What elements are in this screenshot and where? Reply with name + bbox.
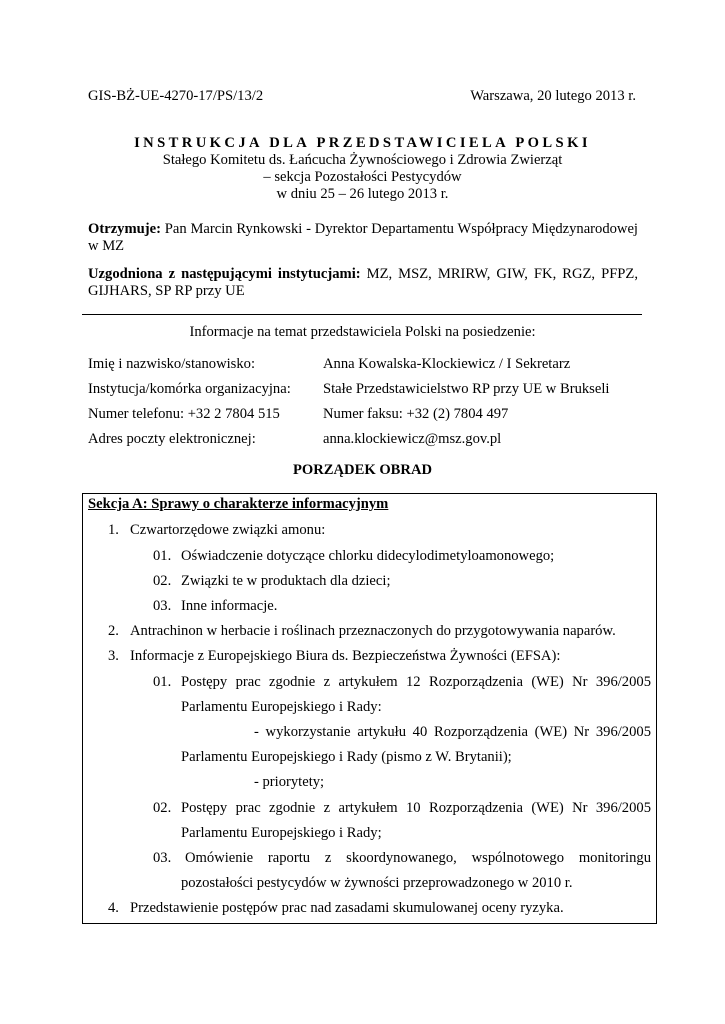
representative-heading: Informacje na temat przedstawiciela Polski na posiedzenie: bbox=[189, 324, 536, 340]
dash-item-text: - wykorzystanie artykułu 40 Rozporządzenia (WE) Nr 396/2005 bbox=[254, 724, 651, 740]
agreed-label: Uzgodniona z następującymi instytucjami: bbox=[88, 266, 361, 282]
document-date: Warszawa, 20 lutego 2013 r. bbox=[470, 88, 636, 104]
agreed-text: MZ, MSZ, MRIRW, GIW, FK, RGZ, PFPZ, GIJHARS, SP RP przy UE bbox=[88, 266, 638, 299]
sub-item-number: 03. bbox=[153, 850, 172, 866]
institution-label: Instytucja/komórka organizacyjna: bbox=[88, 381, 291, 397]
title-committee: Stałego Komitetu ds. Łańcucha Żywnościowego i Zdrowia Zwierząt bbox=[162, 152, 563, 168]
sub-item-text-continued: pozostałości pestycydów w żywności przeprowadzonego w 2010 r. bbox=[181, 875, 573, 891]
sub-item-text: Omówienie raportu z skoordynowanego, wspólnotowego monitoringu bbox=[185, 850, 651, 866]
fax-number: Numer faksu: +32 (2) 7804 497 bbox=[323, 406, 509, 422]
agenda-heading: PORZĄDEK OBRAD bbox=[292, 462, 433, 478]
recipient-paragraph bbox=[88, 221, 638, 255]
name-value: Anna Kowalska-Klockiewicz / I Sekretarz bbox=[323, 356, 571, 372]
sub-item-text: Oświadczenie dotyczące chlorku didecylodimetyloamonowego; bbox=[181, 548, 555, 564]
horizontal-divider bbox=[82, 314, 642, 315]
agenda-item-number: 4. bbox=[108, 900, 119, 916]
sub-item-text: Postępy prac zgodnie z artykułem 12 Rozporządzenia (WE) Nr 396/2005 bbox=[181, 674, 651, 690]
sub-item-text: Postępy prac zgodnie z artykułem 10 Rozporządzenia (WE) Nr 396/2005 bbox=[181, 800, 651, 816]
phone-number: Numer telefonu: +32 2 7804 515 bbox=[88, 406, 280, 422]
sub-item-text: Inne informacje. bbox=[181, 598, 278, 614]
agenda-item-text: Przedstawienie postępów prac nad zasadami skumulowanej oceny ryzyka. bbox=[130, 900, 564, 916]
sub-item-text: Związki te w produktach dla dzieci; bbox=[181, 573, 391, 589]
agenda-item-text: Antrachinon w herbacie i roślinach przeznaczonych do przygotowywania naparów. bbox=[130, 623, 616, 639]
recipient-text: Pan Marcin Rynkowski - Dyrektor Departamentu Współpracy Międzynarodowej w MZ bbox=[88, 221, 638, 254]
institution-value: Stałe Przedstawicielstwo RP przy UE w Brukseli bbox=[323, 381, 610, 397]
section-a-title: Sekcja A: Sprawy o charakterze informacyjnym bbox=[88, 496, 389, 512]
sub-item-text-continued: Parlamentu Europejskiego i Rady: bbox=[181, 699, 382, 715]
sub-item-number: 01. bbox=[153, 548, 172, 564]
agenda-item-text: Czwartorzędowe związki amonu: bbox=[130, 522, 326, 538]
document-reference: GIS-BŻ-UE-4270-17/PS/13/2 bbox=[88, 88, 264, 104]
title-section: – sekcja Pozostałości Pestycydów bbox=[263, 169, 462, 185]
recipient-label: Otrzymuje: bbox=[88, 221, 161, 237]
agenda-item-number: 3. bbox=[108, 648, 119, 664]
sub-item-number: 02. bbox=[153, 800, 172, 816]
sub-item-number: 02. bbox=[153, 573, 172, 589]
agenda-item-number: 1. bbox=[108, 522, 119, 538]
document-title: INSTRUKCJA DLA PRZEDSTAWICIELA POLSKI bbox=[134, 135, 591, 151]
title-meeting-date: w dniu 25 – 26 lutego 2013 r. bbox=[276, 186, 449, 202]
dash-item-text: - priorytety; bbox=[254, 774, 325, 790]
dash-item-text-continued: Parlamentu Europejskiego i Rady (pismo z W. Brytanii); bbox=[181, 749, 512, 765]
email-label: Adres poczty elektronicznej: bbox=[88, 431, 256, 447]
agenda-item-text: Informacje z Europejskiego Biura ds. Bezpieczeństwa Żywności (EFSA): bbox=[130, 648, 561, 664]
agenda-item-number: 2. bbox=[108, 623, 119, 639]
agreed-institutions-paragraph bbox=[88, 266, 638, 300]
sub-item-text-continued: Parlamentu Europejskiego i Rady; bbox=[181, 825, 382, 841]
sub-item-number: 03. bbox=[153, 598, 172, 614]
email-value: anna.klockiewicz@msz.gov.pl bbox=[323, 431, 502, 447]
name-label: Imię i nazwisko/stanowisko: bbox=[88, 356, 255, 372]
sub-item-number: 01. bbox=[153, 674, 172, 690]
